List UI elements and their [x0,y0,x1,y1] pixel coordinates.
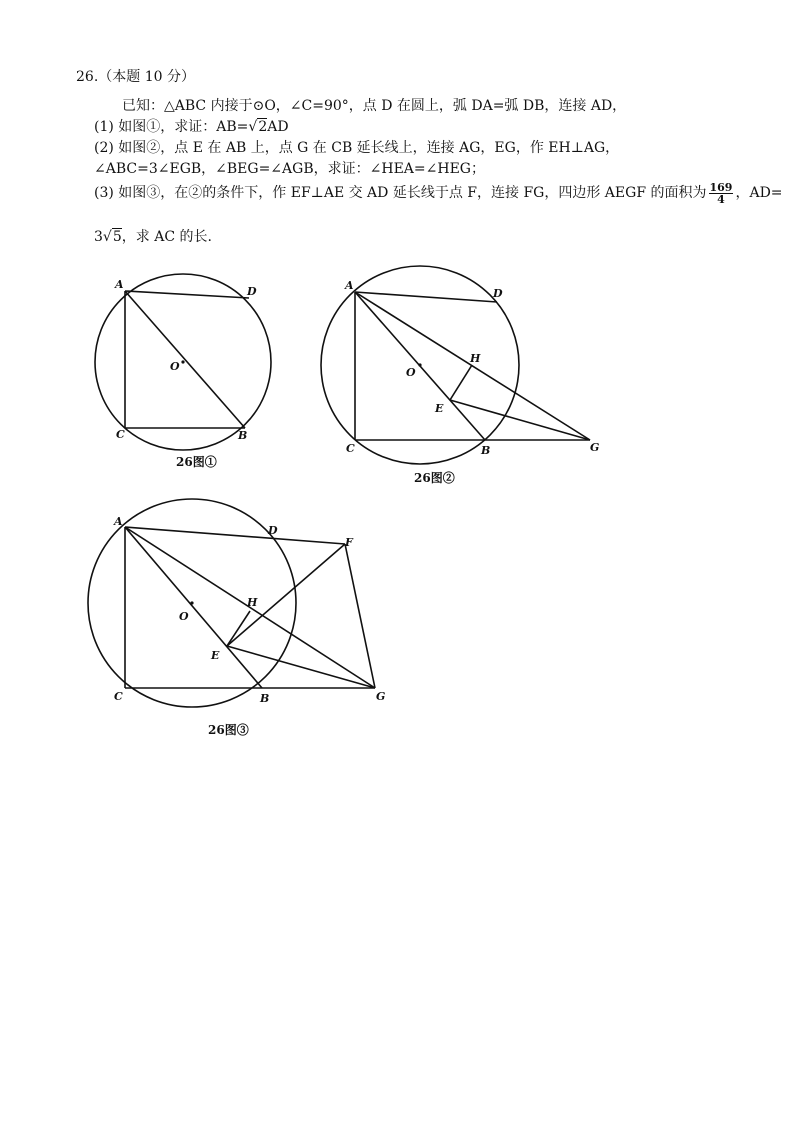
fig2-label-B: B [481,444,491,457]
part1-prefix: (1) 如图①，求证：AB= [94,119,249,135]
fig3-segment-FG [345,544,375,688]
figure-3 [88,499,375,707]
figure-2 [321,266,590,464]
part3-prefix: (3) 如图③，在②的条件下，作 EF⊥AE 交 AD 延长线于点 F，连接 FG，四边形 AEGF 的面积为 [94,185,707,201]
fig1-caption: 26图① [176,455,217,469]
part3-ad-label: ，AD= [735,185,783,201]
fig1-label-D: D [247,285,257,298]
ad-coef: 3 [94,229,103,245]
part1-suffix: AD [267,119,289,135]
area-numerator: 169 [709,180,733,194]
fig2-center-dot [418,363,421,366]
fig3-label-F: F [345,536,353,549]
fig1-label-A: A [115,278,124,291]
fig3-label-G: G [376,690,386,703]
fig3-label-C: C [114,690,123,703]
area-denominator: 4 [717,192,725,206]
fig2-label-C: C [346,442,355,455]
fig2-label-E: E [435,402,444,415]
fig1-label-O: O [170,360,180,373]
fig2-label-H: H [470,352,481,365]
fig2-segment-EH [450,365,472,400]
fig1-segment-AD [125,291,249,298]
problem-points: （本题 10 分） [98,69,195,85]
fig1-label-C: C [116,428,125,441]
problem-number: 26. [76,69,99,85]
fig3-label-A: A [114,515,123,528]
ad-sqrt: √5 [102,229,122,245]
part1-radicand: 2 [258,119,268,135]
fig2-label-D: D [493,287,503,300]
fig2-label-G: G [590,441,600,454]
fig2-label-A: A [345,279,354,292]
ad-radicand: 5 [112,229,122,245]
fig3-label-D: D [268,524,278,537]
fig3-segment-AF [125,527,345,544]
fig2-label-O: O [406,366,416,379]
part1-sqrt: √2 [248,119,268,135]
fig1-segment-AB [125,291,245,428]
problem-part2-line1: (2) 如图②，点 E 在 AB 上，点 G 在 CB 延长线上，连接 AG，EG，作 EH⊥AG， [94,140,620,156]
fig3-segment-AB [125,527,262,688]
problem-part2-line2: ∠ABC=3∠EGB，∠BEG=∠AGB，求证：∠HEA=∠HEG； [94,161,485,177]
fig3-label-O: O [179,610,189,623]
fig3-caption: 26图③ [208,723,249,737]
part3-end: ，求 AC 的长. [121,229,212,245]
fig1-label-B: B [238,429,248,442]
fig3-label-B: B [260,692,270,705]
fig2-segment-AG [355,292,590,440]
fig3-segment-EG [227,646,375,688]
fig2-segment-AD [355,292,497,302]
fig3-center-dot [190,601,193,604]
fig2-segment-EG [450,400,590,440]
fig1-center-dot [181,360,184,363]
fig3-label-H: H [247,596,258,609]
fig3-label-E: E [211,649,220,662]
problem-given: 已知：△ABC 内接于⊙O，∠C=90°，点 D 在圆上，弧 DA=弧 DB，连接 AD， [122,98,627,114]
fig2-caption: 26图② [414,471,455,485]
